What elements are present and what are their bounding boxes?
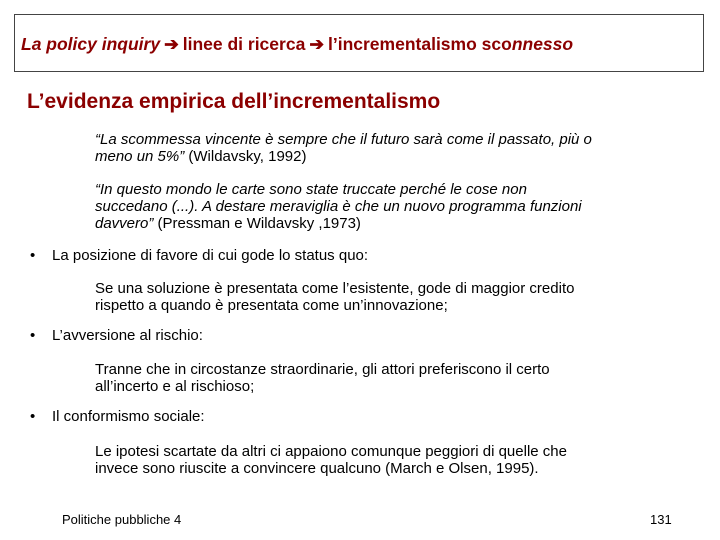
arrow-right-icon: ➔ [309,34,324,54]
bullet-detail [95,443,695,477]
detail-line: Le ipotesi scartate da altri ci appaiono comunque peggiori di quelle che [95,443,567,460]
quote-citation: (Pressman e Wildavsky ,1973) [153,215,361,232]
header-part3: l’incrementalismo sco [327,34,512,54]
header-part2: linee di ricerca [182,34,306,54]
header-part1: La policy inquiry [21,34,161,54]
footer-course: Politiche pubbliche 4 [62,512,182,527]
quote-wildavsky [95,131,695,165]
quote-pressman [95,181,695,232]
quote-line: “In questo mondo le carte sono state truccate perché le cose non [95,181,527,198]
bullet-icon: • [30,327,36,344]
page-number: 131 [650,512,672,527]
detail-line: invece sono riuscite a convincere qualcuno (March e Olsen, 1995). [95,460,539,477]
detail-line: rispetto a quando è presentata come un’innovazione; [95,297,448,314]
bullet-text: La posizione di favore di cui gode lo status quo: [52,247,369,264]
quote-line: davvero” [95,215,154,232]
bullet-detail [95,280,695,314]
header-box [14,14,704,72]
slide-title: L’evidenza empirica dell’incrementalismo [27,90,441,113]
quote-line: “La scommessa vincente è sempre che il futuro sarà come il passato, più o [95,131,592,148]
detail-line: Tranne che in circostanze straordinarie, gli attori preferiscono il certo [95,361,550,378]
bullet-icon: • [30,247,36,264]
detail-line: all’incerto e al rischioso; [95,378,255,395]
quote-line: succedano (...). A destare meraviglia è che un nuovo programma funzioni [95,198,582,215]
header-breadcrumb [21,34,573,55]
quote-citation: (Wildavsky, 1992) [184,148,307,165]
bullet-icon: • [30,408,36,425]
arrow-right-icon: ➔ [164,34,179,54]
header-part3-italic: nnesso [511,34,574,54]
bullet-text: Il conformismo sociale: [52,408,205,425]
bullet-text: L’avversione al rischio: [52,327,203,344]
detail-line: Se una soluzione è presentata come l’esistente, gode di maggior credito [95,280,575,297]
bullet-detail [95,361,695,395]
quote-line: meno un 5%” [95,148,185,165]
